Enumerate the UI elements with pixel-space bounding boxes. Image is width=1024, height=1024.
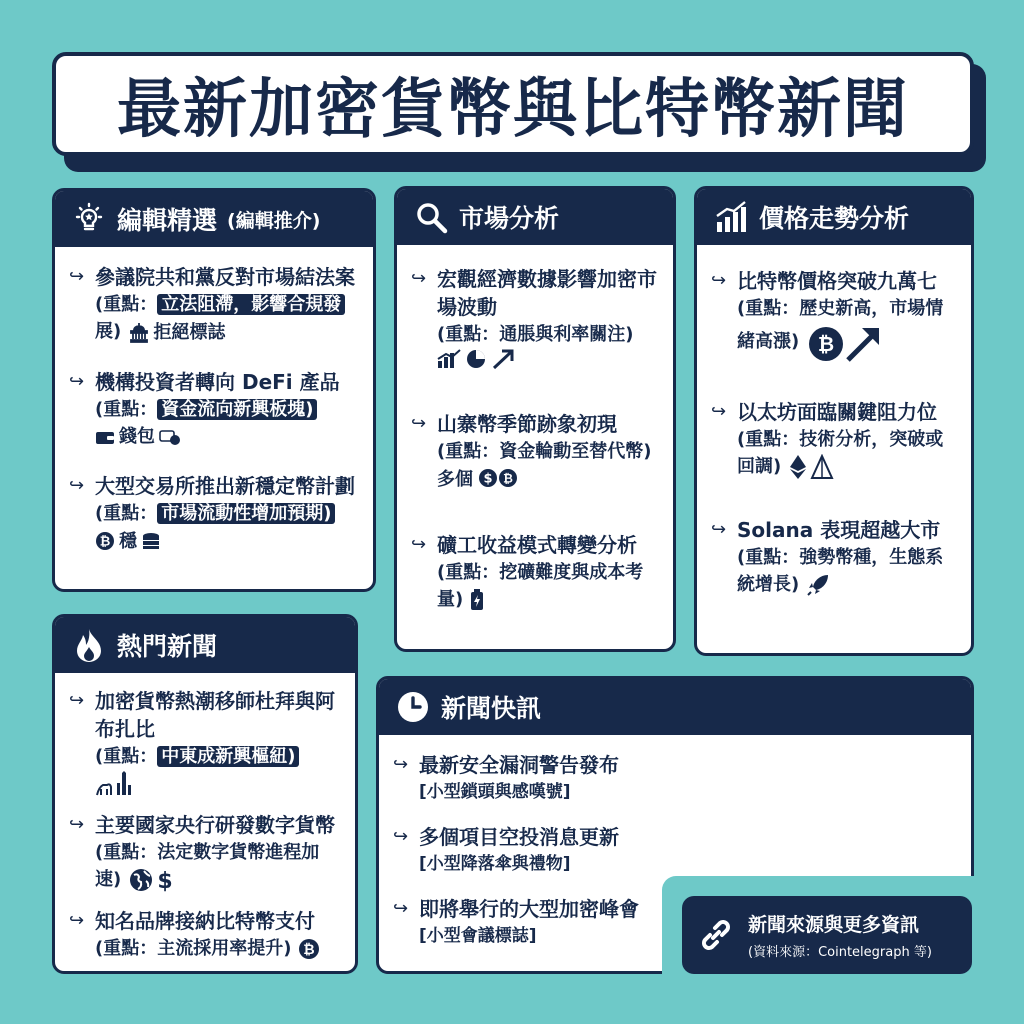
note: (重點：法定數字貨幣進程加速) $: [95, 842, 320, 893]
editors-picks-header: [55, 191, 373, 247]
title-banner: [52, 52, 974, 156]
battery-icon: [470, 589, 484, 611]
fire-icon: [71, 627, 107, 663]
arrow-icon: ↪: [69, 370, 85, 392]
list-item[interactable]: [69, 811, 341, 893]
coins-icon: [477, 467, 519, 489]
arrow-icon: ↪: [711, 519, 727, 540]
svg-text:₿: ₿: [503, 471, 513, 486]
note-highlight: 中東成新興樞紐): [157, 746, 299, 767]
bar-growth-icon: [713, 199, 749, 235]
sources-title: 新聞來源與更多資訊: [748, 914, 920, 936]
subtext: [小型鎖頭與感嘆號]: [419, 782, 571, 802]
headline[interactable]: 山寨幣季節跡象初現: [437, 412, 617, 436]
headline[interactable]: 主要國家央行研發數字貨幣: [95, 813, 335, 837]
arrow-icon: ↪: [69, 266, 85, 287]
headline[interactable]: 大型交易所推出新穩定幣計劃: [95, 474, 355, 498]
svg-text:₿: ₿: [817, 332, 834, 356]
list-item[interactable]: [69, 687, 341, 797]
list-item[interactable]: [393, 823, 957, 877]
tag-label: 穩: [119, 530, 137, 552]
arrow-icon: ↪: [69, 690, 85, 711]
arrow-icon: ↪: [711, 401, 727, 422]
sources-button[interactable]: [682, 896, 972, 974]
subtext: [小型降落傘與禮物]: [419, 854, 571, 874]
note-highlight: 資金流向新興板塊): [157, 399, 317, 420]
list-item[interactable]: [711, 267, 957, 362]
list-item[interactable]: [393, 751, 957, 805]
list-item[interactable]: [711, 516, 957, 598]
subtext: [小型會議標誌]: [419, 926, 537, 946]
bitcoin-icon: [95, 531, 115, 551]
market-analysis-header: [397, 189, 673, 245]
headline[interactable]: 即將舉行的大型加密峰會: [419, 897, 639, 921]
headline[interactable]: Solana 表現超越大市: [737, 518, 941, 542]
list-item[interactable]: [411, 410, 659, 491]
list-item[interactable]: [69, 263, 359, 346]
coin-stack-icon: [141, 531, 161, 551]
arrow-icon: ↪: [393, 826, 409, 847]
arrow-icon: ↪: [393, 898, 409, 919]
headline[interactable]: 宏觀經濟數據影響加密市場波動: [437, 267, 657, 319]
magnifier-icon: [413, 199, 449, 235]
note: (重點： 立法阻滯，影響合規發 展) 拒絕標誌: [95, 291, 359, 346]
headline[interactable]: 以太坊面臨關鍵阻力位: [737, 400, 937, 424]
arrow-icon: ↪: [411, 268, 427, 289]
note-highlight: 市場流動性增加預期): [157, 503, 335, 524]
wallet-icon: [95, 428, 115, 446]
note: (重點：強勢幣種，生態系統增長): [737, 547, 944, 595]
note: (重點：通脹與利率關注): [437, 324, 634, 345]
globe-dollar-icon: [128, 867, 176, 893]
price-trend-header: [697, 189, 971, 245]
hot-news-card: [52, 614, 358, 974]
page-title: 最新加密貨幣與比特幣新聞: [117, 73, 909, 147]
flash-news-header: [379, 679, 971, 735]
flash-news-title: 新聞快訊: [441, 694, 542, 723]
sources-subtitle: (資料來源：Cointelegraph 等): [748, 945, 932, 960]
headline[interactable]: 參議院共和黨反對市場結法案: [95, 265, 355, 289]
arrow-icon: ↪: [393, 754, 409, 775]
arrow-icon: ↪: [711, 270, 727, 291]
link-icon: [696, 915, 736, 955]
svg-text:₿: ₿: [303, 942, 315, 958]
editors-picks-title-note: (編輯推介): [227, 209, 321, 232]
list-item[interactable]: [69, 368, 359, 451]
note-highlight: 立法阻滯，影響合規發: [157, 294, 345, 315]
arrow-icon: ↪: [69, 814, 85, 835]
list-item[interactable]: [711, 398, 957, 480]
price-trend-card: [694, 186, 974, 656]
hot-news-header: [55, 617, 355, 673]
bitcoin-icon: [298, 938, 320, 960]
svg-text:₿: ₿: [99, 534, 111, 550]
list-item[interactable]: [411, 531, 659, 613]
note: (重點：技術分析，突破或回調): [737, 426, 957, 480]
capitol-icon: [128, 321, 150, 343]
tag-label: 拒絕標誌: [153, 321, 226, 343]
tag-label: 多個: [437, 469, 473, 490]
headline[interactable]: 礦工收益模式轉變分析: [437, 533, 637, 557]
svg-text:$: $: [156, 869, 173, 893]
note: (重點：主流採用率提升) ₿: [95, 935, 341, 962]
chart-icons: [437, 348, 515, 370]
ethereum-icon: [788, 454, 834, 480]
rocket-icon: [806, 573, 830, 597]
skyline-icon: [95, 771, 133, 797]
arrow-icon: ↪: [69, 475, 85, 496]
note: (重點： 中東成新興樞紐): [95, 743, 341, 797]
editors-picks-card: [52, 188, 376, 592]
headline[interactable]: 比特幣價格突破九萬七: [737, 269, 937, 293]
market-analysis-title: 市場分析: [459, 204, 560, 233]
lightbulb-icon: [71, 201, 107, 237]
svg-text:$: $: [483, 471, 493, 487]
coin-icon: [159, 428, 181, 446]
price-trend-title: 價格走勢分析: [759, 204, 910, 233]
note: (重點： 資金流向新興板塊): [95, 396, 359, 423]
headline[interactable]: 最新安全漏洞警告發布: [419, 753, 619, 777]
arrow-icon: ↪: [411, 534, 427, 555]
note: (重點：資金輪動至替代幣): [437, 441, 652, 462]
note: (重點： 市場流動性增加預期): [95, 500, 359, 527]
list-item[interactable]: [411, 265, 659, 370]
list-item[interactable]: [69, 472, 359, 555]
headline[interactable]: 知名品牌接納比特幣支付: [95, 909, 315, 933]
headline[interactable]: 機構投資者轉向 DeFi 產品: [95, 369, 340, 394]
market-analysis-card: [394, 186, 676, 652]
clock-icon: [395, 689, 431, 725]
arrow-icon: ↪: [69, 910, 85, 931]
bitcoin-up-icon: [806, 322, 882, 362]
headline[interactable]: 多個項目空投消息更新: [419, 825, 619, 849]
tag-label: 錢包: [119, 426, 155, 447]
note: (重點：挖礦難度與成本考量): [437, 562, 644, 610]
editors-picks-title: 編輯精選: [117, 206, 218, 235]
note: (重點：歷史新高，市場情緒高漲) ₿: [737, 295, 957, 362]
list-item[interactable]: [69, 907, 341, 962]
headline[interactable]: 加密貨幣熱潮移師杜拜與阿布扎比: [95, 689, 335, 741]
arrow-icon: ↪: [411, 413, 427, 434]
hot-news-title: 熱門新聞: [117, 632, 218, 661]
